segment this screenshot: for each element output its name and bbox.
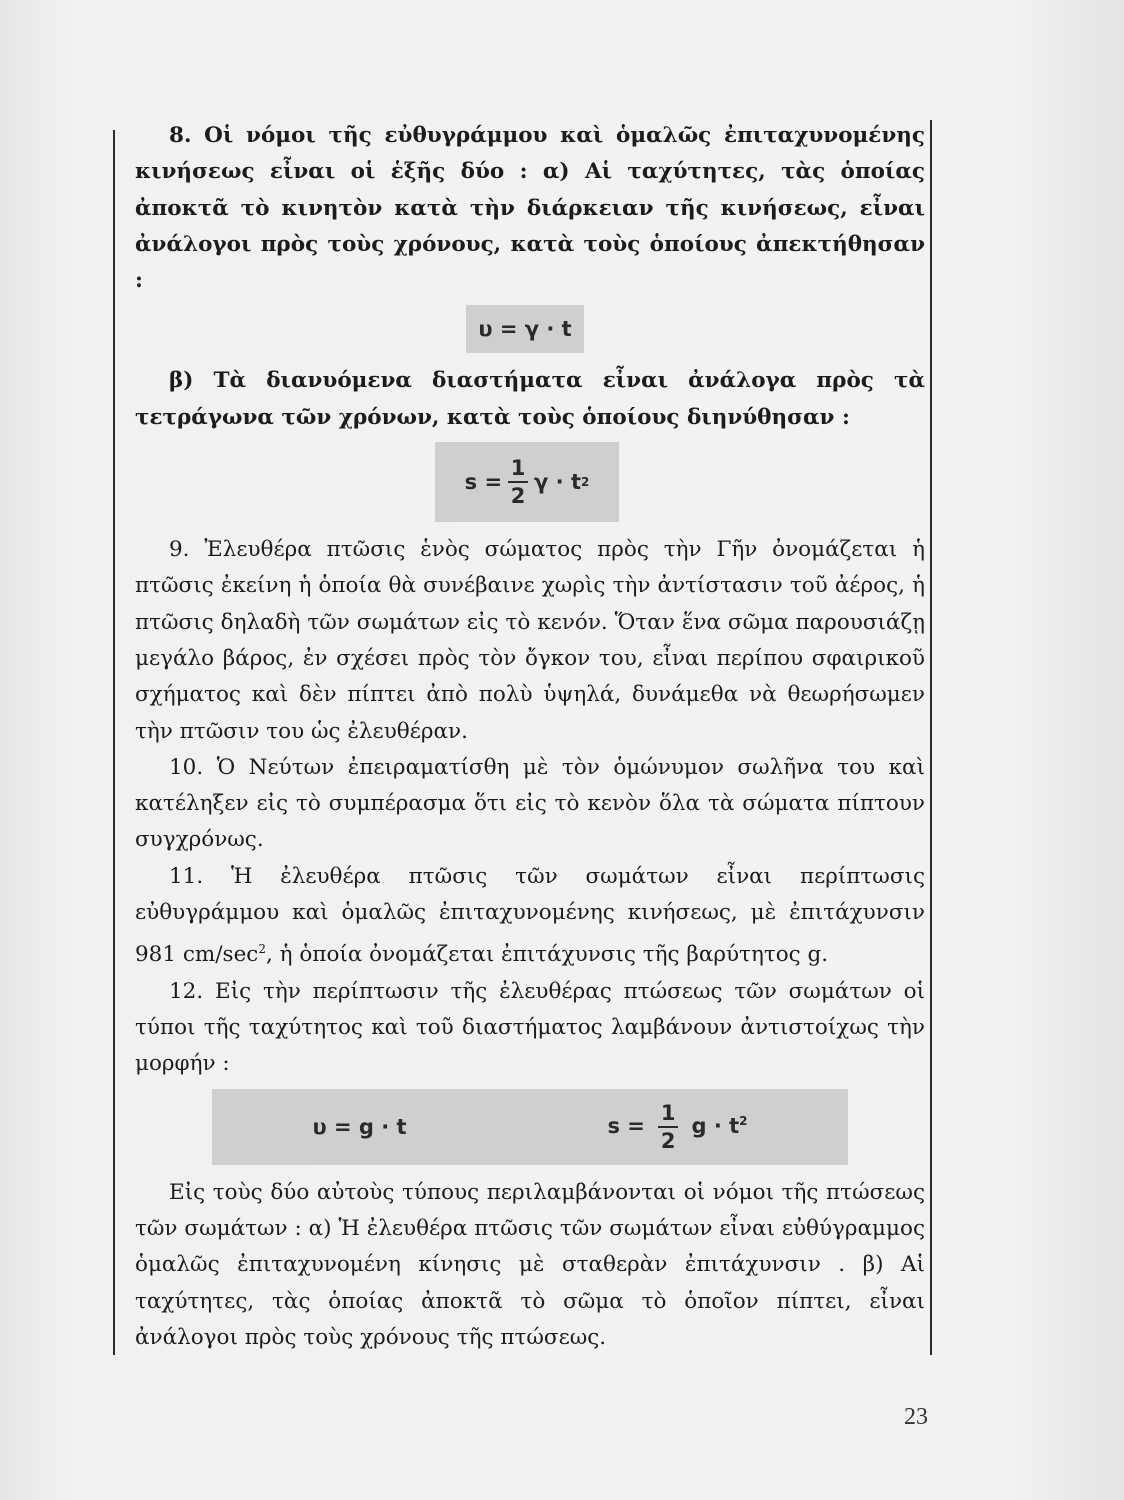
paragraph-11 <box>135 859 925 974</box>
fraction-numerator: 1 <box>510 456 526 481</box>
page-number: 23 <box>904 1404 928 1430</box>
formula-distance-left: s = <box>464 469 503 494</box>
fraction-denominator-2: 2 <box>660 1128 676 1153</box>
summary-box <box>135 118 925 1356</box>
paragraph-11-text-b: , ἡ ὁποία ὀνομάζεται ἐπιτάχυνσις τῆς βαρύτητος g. <box>265 942 829 968</box>
paragraph-9: 9. Ἐλευθέρα πτῶσις ἑνὸς σώματος πρὸς τὴν Γῆν ὀνομάζεται ἡ πτῶσις ἐκείνη ἡ ὁποία θὰ συνέβαινε χωρὶς τὴν ἀντίστασιν τοῦ ἀέρος, ἡ πτῶσις δηλαδὴ τῶν σωμάτων εἰς τὸ κενόν. Ὅταν ἕνα σῶμα παρουσιάζῃ μεγάλο βάρος, ἐν σχέσει πρὸς τὸν ὄγκον του, εἶναι περίπου σφαιρικοῦ σχήματος καὶ δὲν πίπτει ἀπὸ πολὺ ὑψηλά, δυνάμεθα νὰ θεωρήσωμεν τὴν πτῶσιν του ὡς ἐλευθέραν. <box>135 537 925 744</box>
right-margin-rule <box>930 120 932 1355</box>
left-margin-rule <box>113 130 115 1355</box>
formula-free-fall-exponent: 2 <box>739 1113 748 1128</box>
formula-distance <box>435 442 619 522</box>
paragraph-11-text-a: 11. Ἡ ἐλευθέρα πτῶσις τῶν σωμάτων εἶναι περίπτωσις εὐθυγράμμου καὶ ὁμαλῶς ἐπιταχυνομένης κινήσεως, μὲ ἐπιτάχυνσιν 981 cm/sec <box>135 863 925 968</box>
formula-row-3 <box>135 1089 925 1165</box>
formula-row-1 <box>135 305 925 353</box>
paragraph-8-b: β) Τὰ διανυόμενα διαστήματα εἶναι ἀνάλογα πρὸς τὰ τετράγωνα τῶν χρόνων, κατὰ τοὺς ὁποίους διηνύθησαν : <box>135 368 925 430</box>
formula-free-fall-distance-right: g · t <box>691 1113 740 1138</box>
formula-free-fall-distance-left: s = <box>607 1113 645 1138</box>
formula-free-fall-velocity: υ = g · t <box>312 1114 407 1139</box>
fraction-one-half-2 <box>658 1100 678 1154</box>
fraction-denominator: 2 <box>510 484 526 509</box>
paragraph-conclusion: Εἰς τοὺς δύο αὐτοὺς τύπους περιλαμβάνονται οἱ νόμοι τῆς πτώσεως τῶν σωμάτων : α) Ἡ ἐλευθέρα πτῶσις τῶν σωμάτων εἶναι εὐθύγραμμος ὁμαλῶς ἐπιταχυνομένη κίνησις μὲ σταθερὰν ἐπιτάχυνσιν . β) Αἱ ταχύτητες, τὰς ὁποίας ἀποκτᾶ τὸ σῶμα τὸ ὁποῖον πίπτει, εἶναι ἀνάλογοι πρὸς τοὺς χρόνους τῆς πτώσεως. <box>135 1179 925 1350</box>
paragraph-8-intro: 8. Οἱ νόμοι τῆς εὐθυγράμμου καὶ ὁμαλῶς ἐπιταχυνομένης κινήσεως εἶναι οἱ ἑξῆς δύο : α) Αἱ ταχύτητες, τὰς ὁποίας ἀποκτᾶ τὸ κινητὸν κατὰ τὴν διάρκειαν τῆς κινήσεως, εἶναι ἀνάλογοι πρὸς τοὺς χρόνους, κατὰ τοὺς ὁποίους ἀπεκτήθησαν : <box>135 123 925 294</box>
fraction-one-half <box>508 455 528 509</box>
formula-distance-right: γ · t <box>534 469 581 494</box>
formula-free-fall-distance <box>607 1100 747 1154</box>
paragraph-11-superscript: 2 <box>258 942 266 957</box>
formula-row-2 <box>135 442 925 522</box>
fraction-numerator-2: 1 <box>660 1100 676 1125</box>
paragraph-10: 10. Ὁ Νεύτων ἐπειραματίσθη μὲ τὸν ὁμώνυμον σωλῆνα του καὶ κατέληξεν εἰς τὸ συμπέρασμα ὅτι εἰς τὸ κενὸν ὅλα τὰ σώματα πίπτουν συγχρόνως. <box>135 754 925 853</box>
formula-velocity: υ = γ · t <box>466 305 584 353</box>
free-fall-formulas <box>212 1089 848 1165</box>
paragraph-12: 12. Εἰς τὴν περίπτωσιν τῆς ἐλευθέρας πτώσεως τῶν σωμάτων οἱ τύποι τῆς ταχύτητος καὶ τοῦ διαστήματος λαμβάνουν ἀντιστοίχως τὴν μορφήν : <box>135 978 925 1077</box>
formula-distance-exponent: 2 <box>581 474 590 489</box>
